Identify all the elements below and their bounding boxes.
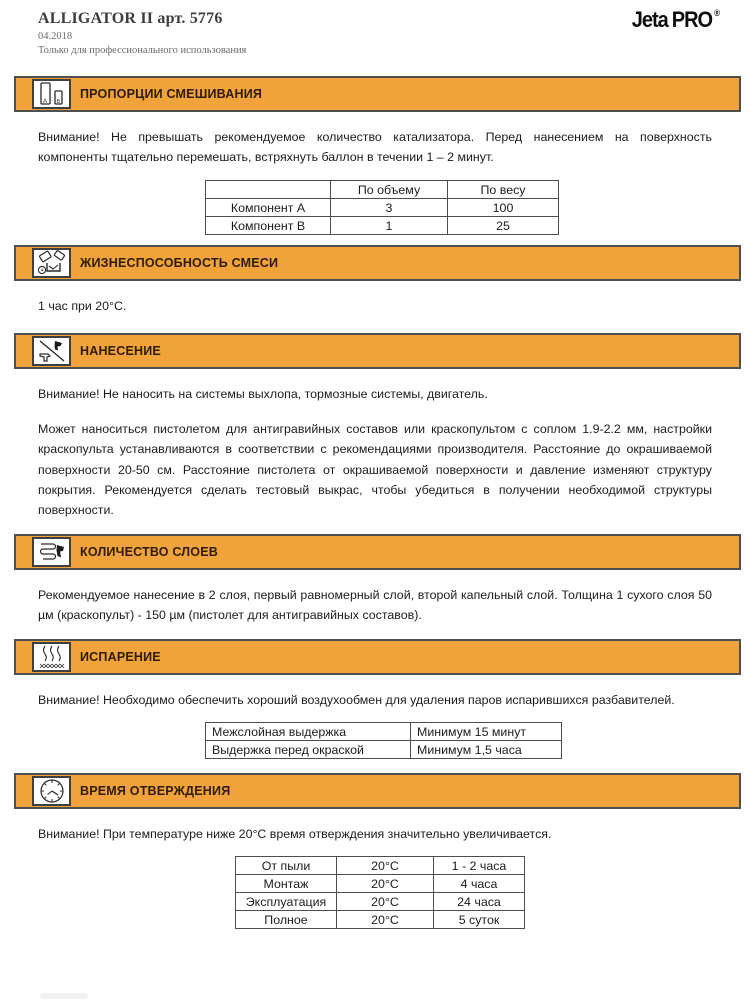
table-row — [206, 723, 562, 741]
table-cell: От пыли — [236, 857, 337, 875]
scan-artifact — [40, 993, 88, 999]
section-layers — [0, 534, 750, 625]
table-row — [206, 741, 562, 759]
table-row — [236, 857, 525, 875]
table-cell: 20°C — [337, 875, 434, 893]
table-cell: Минимум 1,5 часа — [411, 741, 562, 759]
application-body-text: Может наноситься пистолетом для антигравийных составов или краскопультом с соплом 1.9-2.2 мм, настройки краскопульта устанавливаются в соответствии с рекомендациями производителя. Расстояние до окрашиваемой поверхности 20-50 см. Расстояние пистолета от окрашиваемой поверхности и давление изменяют структуру покрытия. Рекомендуется сделать тестовый выкрас, чтобы убедиться в получении необходимой структуры поверхности. — [38, 422, 712, 517]
table-cell: 1 - 2 часа — [434, 857, 525, 875]
section-mixing-proportions — [0, 76, 750, 235]
document-date: 04.2018 — [38, 31, 73, 42]
section-title: ВРЕМЯ ОТВЕРЖДЕНИЯ — [80, 784, 231, 799]
mixing-warning-text: Внимание! Не превышать рекомендуемое количество катализатора. Перед нанесением на поверхность компоненты тщательно перемешать, встряхнуть баллон в течении 1 – 2 минут. — [38, 130, 712, 165]
product-title: ALLIGATOR II арт. 5776 — [38, 10, 223, 27]
section-header-application — [14, 333, 741, 369]
table-cell: Монтаж — [236, 875, 337, 893]
table-row — [206, 199, 559, 217]
svg-text::: : — [51, 97, 53, 103]
table-row — [236, 893, 525, 911]
layers-body-text: Рекомендуемое нанесение в 2 слоя, первый равномерный слой, второй капельный слой. Толщина 1 сухого слоя 50 µм (краскопульт) - 150 µм (пистолет для антигравийных составов). — [38, 587, 712, 622]
table-cell: Выдержка перед окраской — [206, 741, 411, 759]
section-curing-time — [0, 773, 750, 929]
table-cell: Эксплуатация — [236, 893, 337, 911]
jetapro-logo — [630, 8, 720, 34]
logo-word-jeta: Jeta — [631, 8, 668, 33]
table-cell: 100 — [448, 199, 559, 217]
table-cell — [206, 181, 331, 199]
svg-text:A: A — [42, 99, 47, 105]
section-title: НАНЕСЕНИЕ — [80, 344, 161, 359]
table-cell: 5 суток — [434, 911, 525, 929]
section-application — [0, 333, 750, 520]
section-header-mixing — [14, 76, 741, 112]
curing-warning-text: Внимание! При температуре ниже 20°C время отверждения значительно увеличивается. — [38, 827, 552, 842]
pot-life-text: 1 час при 20°C. — [38, 299, 127, 314]
section-header-evaporation — [14, 639, 741, 675]
curing-time-table — [235, 856, 525, 929]
table-cell: 3 — [331, 199, 448, 217]
table-cell: 4 часа — [434, 875, 525, 893]
section-title: ПРОПОРЦИИ СМЕШИВАНИЯ — [80, 87, 263, 101]
table-cell: 20°C — [337, 911, 434, 929]
table-cell: Межслойная выдержка — [206, 723, 411, 741]
table-row — [236, 911, 525, 929]
spray-gun-crossed-icon — [32, 336, 71, 366]
svg-text:B: B — [56, 99, 60, 105]
mixing-cans-clock-icon — [32, 248, 71, 278]
table-cell: По объему — [331, 181, 448, 199]
mixing-ratio-table — [205, 180, 559, 235]
table-row — [206, 181, 559, 199]
table-cell: 25 — [448, 217, 559, 235]
table-cell: Полное — [236, 911, 337, 929]
document-header — [0, 0, 750, 62]
section-header-pot-life — [14, 245, 741, 281]
section-evaporation — [0, 639, 750, 759]
section-header-layers — [14, 534, 741, 570]
section-header-curing — [14, 773, 741, 809]
table-cell: 1 — [331, 217, 448, 235]
section-title: КОЛИЧЕСТВО СЛОЕВ — [80, 544, 218, 559]
spray-layers-icon — [32, 537, 71, 567]
table-cell: 20°C — [337, 893, 434, 911]
table-cell: Компонент A — [206, 199, 331, 217]
table-cell: Минимум 15 минут — [411, 723, 562, 741]
clock-icon — [32, 776, 71, 806]
table-cell: 24 часа — [434, 893, 525, 911]
section-title: ЖИЗНЕСПОСОБНОСТЬ СМЕСИ — [80, 256, 279, 271]
logo-word-pro: PRO — [671, 8, 713, 33]
section-pot-life — [0, 245, 750, 316]
table-cell: 20°C — [337, 857, 434, 875]
section-title: ИСПАРЕНИЕ — [80, 650, 161, 665]
table-row — [206, 217, 559, 235]
evaporation-warning-text: Внимание! Необходимо обеспечить хороший воздухообмен для удаления паров испарившихся разбавителей. — [38, 693, 675, 708]
application-warning-text: Внимание! Не наносить на системы выхлопа, тормозные системы, двигатель. — [38, 387, 488, 402]
evaporation-table — [205, 722, 562, 759]
table-cell: Компонент B — [206, 217, 331, 235]
ab-ratio-icon — [32, 79, 71, 109]
evaporation-icon — [32, 642, 71, 672]
professional-use-note: Только для профессионального использования — [38, 45, 247, 56]
registered-mark: ® — [714, 8, 720, 19]
table-cell: По весу — [448, 181, 559, 199]
table-row — [236, 875, 525, 893]
